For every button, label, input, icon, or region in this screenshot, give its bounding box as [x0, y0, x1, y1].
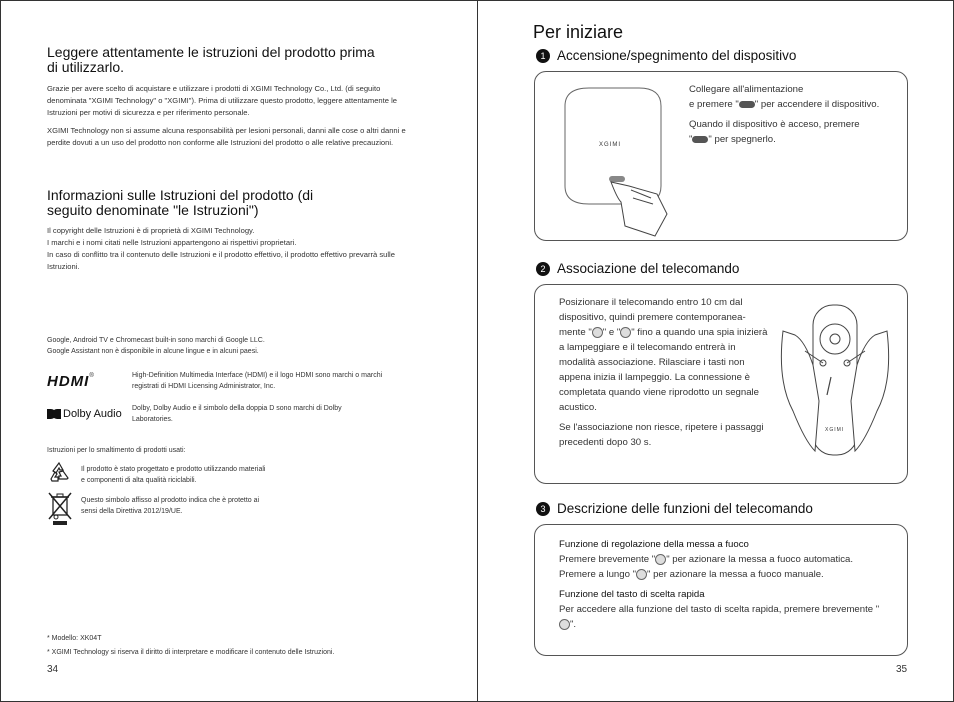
- hdmi-logo: HDMI®: [47, 373, 94, 390]
- section-3-text: [559, 537, 889, 632]
- weee-text: Questo simbolo affisso al prodotto indica che è protetto ai sensi della Direttiva 2012/19/UE.: [81, 497, 260, 515]
- section-3-title: Descrizione delle funzioni del telecomando: [557, 501, 813, 516]
- hdmi-logo-text: HDMI: [47, 373, 90, 390]
- pairing-instruction: [559, 295, 771, 415]
- projector-brand-label: XGIMI: [599, 142, 622, 148]
- weee-bin-icon: [47, 491, 73, 527]
- home-button-icon: [592, 327, 603, 338]
- disposal-title: Istruzioni per lo smaltimento di prodotti usati:: [47, 447, 186, 454]
- section-1-title: Accensione/spegnimento del dispositivo: [557, 48, 797, 63]
- recycle-text: Il prodotto è stato progettato e prodotto utilizzando materiali e componenti di alta qualità riciclabili.: [81, 466, 266, 484]
- shortcut-text-b: ".: [570, 619, 577, 630]
- focus-long-text-a: Premere a lungo ": [559, 569, 636, 580]
- power-on-text-b: e premere ": [689, 99, 739, 110]
- pairing-text-c: " fino a quando una spia inizierà a lampeggiare e il telecomando entrerà in modalità associazione. Rilasciare i tasti non appena inizia il lampeggio. La connessione è completata quando viene riprodotto un segnale acustico.: [559, 327, 768, 413]
- dolby-text: Dolby, Dolby Audio e il simbolo della doppia D sono marchi di Dolby Laboratories.: [132, 405, 342, 423]
- section-1-number: 1: [536, 49, 550, 63]
- trademarks-line: I marchi e i nomi citati nelle Istruzioni appartengono ai rispettivi proprietari.: [47, 238, 297, 247]
- shortcut-instruction: [559, 602, 889, 632]
- google-line-1: Google, Android TV e Chromecast built-in sono marchi di Google LLC.: [47, 337, 265, 344]
- dolby-logo: [47, 406, 127, 422]
- power-button-icon: [739, 101, 755, 108]
- menu-button-icon: [620, 327, 631, 338]
- heading-about-instructions: Informazioni sulle Istruzioni del prodotto (di seguito denominate "le Istruzioni"): [47, 187, 314, 218]
- section-2-heading: [536, 261, 739, 276]
- section-1-text: [689, 82, 889, 152]
- right-page: [477, 0, 954, 702]
- focus-function-title: Funzione di regolazione della messa a fuoco: [559, 539, 749, 550]
- power-on-text-c: " per accendere il dispositivo.: [754, 99, 880, 110]
- page-title: Per iniziare: [533, 22, 624, 42]
- pairing-text-a: Posizionare il telecomando entro 10 cm dal dispositivo, quindi premere contemporanea-mente ": [559, 297, 746, 338]
- section-2-number: 2: [536, 262, 550, 276]
- power-off-text-c: " per spegnerlo.: [708, 134, 776, 145]
- page-number-right: 35: [896, 664, 908, 675]
- power-button-icon-2: [692, 136, 708, 143]
- section-2-box: [534, 284, 908, 484]
- dolby-double-d-icon: [47, 409, 61, 419]
- projector-illustration: [559, 86, 674, 240]
- power-off-text-b: ": [689, 134, 693, 145]
- conflict-line: In caso di conflitto tra il contenuto delle Istruzioni e il prodotto effettivo, il prodotto effettivo prevarrà sulle Istruzioni.: [47, 250, 395, 271]
- power-on-instruction: [689, 82, 889, 112]
- remote-brand-label: XGIMI: [825, 427, 845, 433]
- focus-button-icon-2: [636, 569, 647, 580]
- intro-paragraph-1: Grazie per avere scelto di acquistare e utilizzare i prodotti di XGIMI Technology Co., Ltd. (di seguito denominata "XGIMI Technology" o "XGIMI"). Prima di utilizzare questo prodotto, leggere attentamente le Istruzioni per motivi di sicurezza e per riferimento personale.: [47, 84, 398, 117]
- copyright-line: Il copyright delle Istruzioni è di proprietà di XGIMI Technology.: [47, 226, 255, 235]
- section-2-title: Associazione del telecomando: [557, 261, 740, 276]
- remote-illustration: [775, 301, 895, 477]
- section-2-text: [559, 295, 771, 455]
- google-line-2: Google Assistant non è disponibile in alcune lingue e in alcuni paesi.: [47, 348, 259, 355]
- page-number-left: 34: [47, 664, 59, 675]
- google-trademarks: [47, 335, 427, 357]
- power-off-text-a: Quando il dispositivo è acceso, premere: [689, 119, 860, 130]
- model-note: * Modello: XK04T: [47, 635, 102, 642]
- footnotes: [47, 633, 447, 658]
- copyright-text: [47, 225, 417, 273]
- section-3-box: [534, 524, 908, 656]
- focus-button-icon: [655, 554, 666, 565]
- intro-text: [47, 83, 417, 155]
- section-3-number: 3: [536, 502, 550, 516]
- shortcut-function-title: Funzione del tasto di scelta rapida: [559, 589, 705, 600]
- section-1-heading: [536, 48, 796, 63]
- heading-read-instructions: Leggere attentamente le istruzioni del prodotto prima di utilizzarlo.: [47, 44, 375, 75]
- focus-long-text-b: " per azionare la messa a fuoco manuale.: [647, 569, 824, 580]
- focus-short-press: [559, 552, 889, 567]
- section-1-box: [534, 71, 908, 241]
- focus-short-text-b: " per azionare la messa a fuoco automatica.: [666, 554, 854, 565]
- power-on-text-a: Collegare all'alimentazione: [689, 84, 804, 95]
- section-3-heading: [536, 501, 813, 516]
- recycle-icon: [47, 461, 71, 485]
- shortcut-button-icon: [559, 619, 570, 630]
- pairing-text-b: " e ": [602, 327, 621, 338]
- hdmi-text: High-Definition Multimedia Interface (HDMI) e il logo HDMI sono marchi o marchi registrati di HDMI Licensing Administrator, Inc.: [132, 372, 383, 390]
- power-off-instruction: [689, 117, 889, 147]
- dolby-logo-text: Dolby Audio: [63, 408, 122, 420]
- pairing-retry: Se l'associazione non riesce, ripetere i passaggi precedenti dopo 30 s.: [559, 422, 764, 448]
- focus-short-text-a: Premere brevemente ": [559, 554, 656, 565]
- shortcut-text-a: Per accedere alla funzione del tasto di scelta rapida, premere brevemente ": [559, 604, 880, 615]
- focus-long-press: [559, 567, 889, 582]
- intro-paragraph-2: XGIMI Technology non si assume alcuna responsabilità per lesioni personali, danni alle cose o altri danni e perdite dovuti a un uso del prodotto non conforme alle Istruzioni del prodotto o alle relative precauzioni.: [47, 126, 406, 147]
- rights-note: * XGIMI Technology si riserva il diritto di interpretare e modificare il contenuto delle Istruzioni.: [47, 649, 335, 656]
